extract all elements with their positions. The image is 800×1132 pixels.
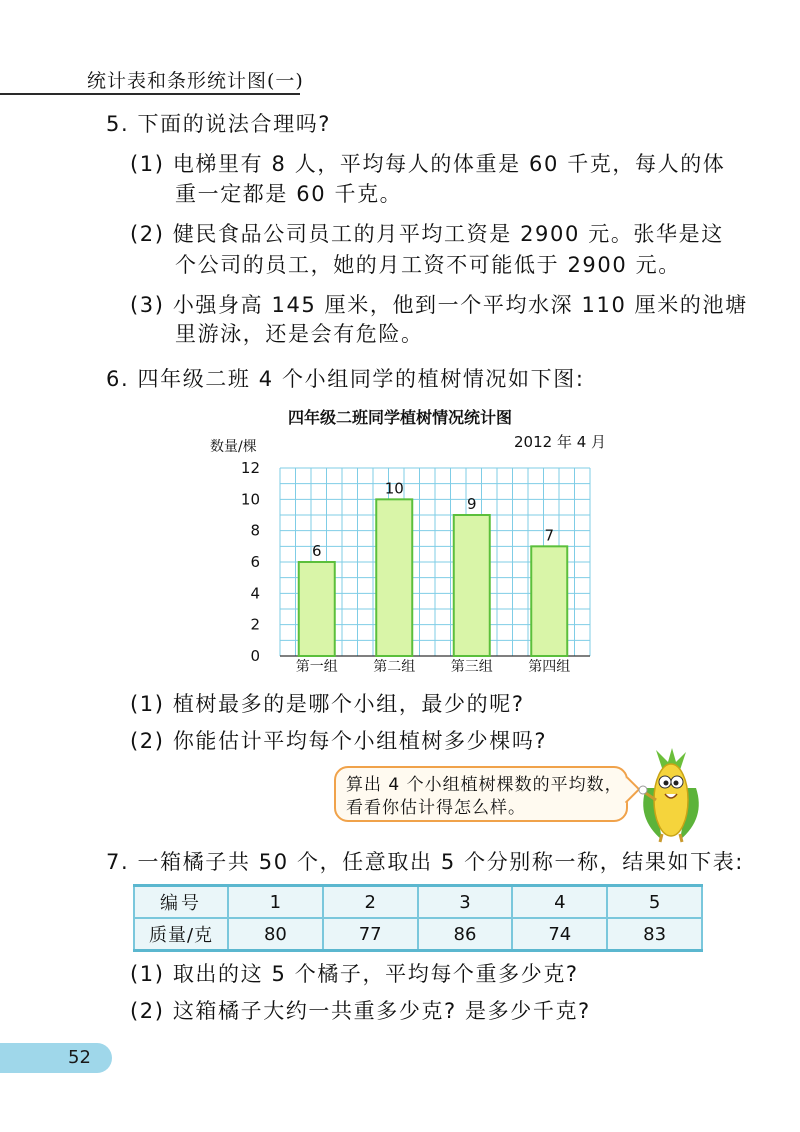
table-cell: 1 [228,886,323,919]
table-header-number: 编号 [134,886,228,919]
bar-1 [299,562,335,656]
table-cell: 3 [418,886,513,919]
header-rule [0,93,300,95]
q5-title: 5. 下面的说法合理吗? [106,112,332,136]
chart-date: 2012 年 4 月 [514,433,607,451]
x-tick-label: 第三组 [450,659,493,675]
table-cell: 77 [323,918,418,951]
bar-4 [531,546,567,656]
table-cell: 83 [607,918,702,951]
table-cell: 86 [418,918,513,951]
hint-line1: 算出 4 个小组植树棵数的平均数， [346,775,623,795]
page-number: 52 [68,1047,91,1068]
table-row-numbers [134,886,702,919]
y-tick-label: 10 [240,490,260,509]
x-tick-label: 第四组 [528,659,571,675]
q5-item3-line1: (3) 小强身高 145 厘米，他到一个平均水深 110 厘米的池塘 [130,293,748,317]
bar-chart [190,430,630,680]
table-cell: 74 [512,918,607,951]
q5-item3-line2: 里游泳，还是会有危险。 [175,322,424,346]
y-axis-label: 数量/棵 [210,439,257,455]
q5-item2-line1: (2) 健民食品公司员工的月平均工资是 2900 元。张华是这 [130,222,724,246]
bar-value-label: 10 [384,479,404,498]
bar-value-label: 7 [544,526,555,545]
table-cell: 80 [228,918,323,951]
table-cell: 5 [607,886,702,919]
table-cell: 4 [512,886,607,919]
q7-question2: (2) 这箱橘子大约一共重多少克? 是多少千克? [130,999,591,1023]
table-header-weight: 质量/克 [134,918,228,951]
x-tick-label: 第二组 [373,659,416,675]
q5-item2-line2: 个公司的员工，她的月工资不可能低于 2900 元。 [175,253,681,277]
y-tick-label: 2 [250,615,260,634]
table-cell: 2 [323,886,418,919]
chart-title: 四年级二班同学植树情况统计图 [287,408,513,427]
page-number-tab [0,1043,112,1073]
header-title: 统计表和条形统计图(一) [87,70,304,92]
q5-item1-line2: 重一定都是 60 千克。 [175,182,403,206]
y-tick-label: 4 [250,584,260,603]
hint-line2: 看看你估计得怎么样。 [346,798,526,818]
q5-item1-line1: (1) 电梯里有 8 人，平均每人的体重是 60 千克，每人的体 [130,152,726,176]
y-tick-label: 8 [250,521,260,540]
bar-value-label: 9 [466,495,477,513]
q6-title: 6. 四年级二班 4 个小组同学的植树情况如下图: [106,367,585,391]
bar-2 [376,499,412,656]
y-tick-label: 0 [250,647,260,665]
bar-value-label: 6 [311,542,322,560]
q7-question1: (1) 取出的这 5 个橘子，平均每个重多少克? [130,962,579,986]
table-row-weights [134,918,702,951]
x-tick-label: 第一组 [295,659,338,675]
corn-mascot-icon [636,748,706,844]
bar-3 [454,515,490,656]
orange-weight-table [133,884,703,952]
q7-title: 7. 一箱橘子共 50 个，任意取出 5 个分别称一称，结果如下表: [106,850,744,874]
q6-question1: (1) 植树最多的是哪个小组，最少的呢? [130,692,525,716]
q6-question2: (2) 你能估计平均每个小组植树多少棵吗? [130,729,548,753]
y-tick-label: 12 [240,459,260,477]
y-tick-label: 6 [250,553,260,571]
